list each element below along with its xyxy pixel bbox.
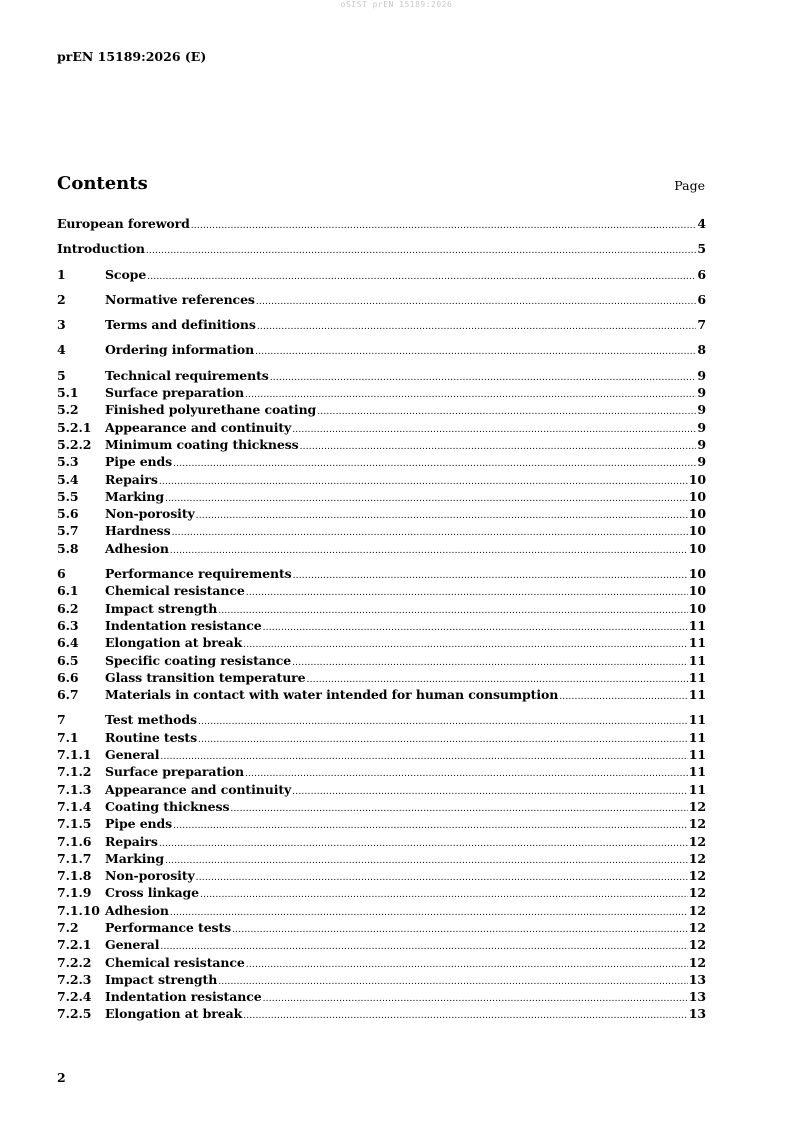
toc-entry-number: 6.3: [57, 617, 79, 633]
toc-entry[interactable]: [57, 747, 706, 764]
toc-entry-page: 12: [688, 902, 706, 918]
dot-leader: [170, 546, 688, 556]
toc-entry-page: 10: [688, 600, 706, 616]
dot-leader: [293, 571, 688, 581]
toc-entry-number: 6.7: [57, 687, 79, 703]
toc-entry-title[interactable]: Non-porosity: [105, 868, 195, 884]
toc-entry-page: 10: [688, 523, 706, 539]
dot-leader: [245, 769, 688, 779]
toc-entry-page: 12: [688, 954, 706, 970]
toc-entry-number: 5.7: [57, 523, 79, 539]
toc-entry-title[interactable]: Coating thickness: [105, 798, 230, 814]
dot-leader: [245, 390, 696, 400]
dot-leader: [292, 425, 696, 435]
toc-entry[interactable]: [57, 653, 706, 670]
toc-entry-number: 7: [57, 712, 66, 728]
toc-entry-title[interactable]: Repairs: [105, 833, 158, 849]
toc-entry-number: 4: [57, 342, 66, 358]
toc-entry-title[interactable]: Cross linkage: [105, 885, 200, 901]
toc-entry-page: 9: [697, 436, 706, 452]
toc-entry-title[interactable]: Appearance and continuity: [105, 781, 292, 797]
toc-entry-title[interactable]: Introduction: [57, 241, 145, 257]
toc-entry-title[interactable]: Indentation resistance: [105, 989, 262, 1005]
toc-entry-title[interactable]: General: [105, 937, 160, 953]
toc-entry[interactable]: [57, 368, 706, 385]
dot-leader: [165, 856, 688, 866]
toc-entry-title[interactable]: Adhesion: [105, 902, 169, 918]
toc-entry[interactable]: [57, 834, 706, 851]
toc-entry[interactable]: [57, 241, 706, 258]
toc-entry[interactable]: [57, 437, 706, 454]
toc-entry-page: 11: [688, 747, 706, 763]
table-of-contents: [57, 216, 706, 1024]
toc-entry[interactable]: [57, 670, 706, 687]
toc-entry-number: 5.4: [57, 471, 79, 487]
toc-entry-number: 2: [57, 291, 66, 307]
dot-leader: [165, 494, 688, 504]
dot-leader: [257, 322, 697, 332]
toc-entry-number: 7.1.8: [57, 868, 92, 884]
toc-entry-page: 12: [688, 937, 706, 953]
toc-entry-page: 9: [697, 454, 706, 470]
dot-leader: [292, 658, 688, 668]
toc-entry-page: 13: [688, 971, 706, 987]
toc-entry-number: 7.2.3: [57, 971, 92, 987]
toc-entry[interactable]: [57, 903, 706, 920]
toc-entry-title[interactable]: Non-porosity: [105, 506, 195, 522]
toc-entry-title[interactable]: Minimum coating thickness: [105, 436, 299, 452]
toc-entry-page: 10: [688, 471, 706, 487]
page-column-heading: Page: [674, 178, 705, 193]
toc-entry-title[interactable]: Indentation resistance: [105, 617, 262, 633]
dot-leader: [196, 873, 688, 883]
dot-leader: [198, 735, 688, 745]
toc-entry[interactable]: [57, 730, 706, 747]
toc-entry-number: 7.1.7: [57, 850, 92, 866]
toc-entry-page: 9: [697, 385, 706, 401]
toc-entry-title[interactable]: Scope: [105, 266, 147, 282]
dot-leader: [159, 839, 688, 849]
toc-entry-page: 11: [688, 617, 706, 633]
toc-entry-page: 10: [688, 506, 706, 522]
toc-entry-number: 5.1: [57, 385, 79, 401]
toc-entry[interactable]: [57, 816, 706, 833]
toc-entry[interactable]: [57, 489, 706, 506]
dot-leader: [270, 373, 697, 383]
dot-leader: [160, 752, 687, 762]
toc-entry-number: 7.2.2: [57, 954, 92, 970]
watermark: oSIST prEN 15189:2026: [340, 0, 453, 9]
dot-leader: [255, 347, 696, 357]
toc-entry[interactable]: [57, 764, 706, 781]
toc-entry-title[interactable]: Elongation at break: [105, 1006, 243, 1022]
toc-entry-page: 9: [697, 419, 706, 435]
toc-entry-number: 7.1.3: [57, 781, 92, 797]
toc-entry-title[interactable]: Marking: [105, 488, 165, 504]
toc-entry[interactable]: [57, 402, 706, 419]
toc-entry[interactable]: [57, 618, 706, 635]
toc-entry[interactable]: [57, 472, 706, 489]
toc-entry-number: 5.6: [57, 506, 79, 522]
dot-leader: [146, 246, 697, 256]
toc-entry[interactable]: [57, 454, 706, 471]
toc-entry-number: 5.3: [57, 454, 79, 470]
dot-leader: [246, 960, 688, 970]
dot-leader: [173, 459, 696, 469]
dot-leader: [200, 890, 688, 900]
toc-entry-number: 6.4: [57, 635, 79, 651]
toc-entry-page: 12: [688, 850, 706, 866]
dot-leader: [191, 221, 697, 231]
toc-entry-title[interactable]: Impact strength: [105, 600, 218, 616]
toc-entry-number: 7.2.5: [57, 1006, 92, 1022]
toc-entry-page: 9: [697, 367, 706, 383]
dot-leader: [292, 787, 688, 797]
document-id-header: prEN 15189:2026 (E): [57, 49, 207, 64]
toc-entry-page: 4: [697, 216, 706, 231]
toc-entry-title[interactable]: Elongation at break: [105, 635, 243, 651]
toc-entry[interactable]: [57, 583, 706, 600]
toc-entry-title[interactable]: Finished polyurethane coating: [105, 402, 317, 418]
toc-entry-number: 5.2.2: [57, 436, 92, 452]
toc-entry[interactable]: [57, 885, 706, 902]
toc-entry[interactable]: [57, 292, 706, 309]
toc-entry-title[interactable]: Normative references: [105, 291, 255, 307]
toc-entry[interactable]: [57, 601, 706, 618]
toc-entry-number: 6: [57, 566, 66, 582]
toc-entry-title[interactable]: Materials in contact with water intended for human consumption: [105, 687, 559, 703]
toc-entry-number: 1: [57, 266, 66, 282]
toc-entry-title[interactable]: Chemical resistance: [105, 954, 245, 970]
toc-entry-number: 3: [57, 317, 66, 333]
toc-entry[interactable]: [57, 317, 706, 334]
toc-entry-page: 8: [697, 342, 706, 358]
dot-leader: [263, 994, 688, 1004]
toc-entry-number: 7.1.4: [57, 798, 92, 814]
toc-entry-page: 11: [688, 729, 706, 745]
toc-entry-page: 11: [688, 652, 706, 668]
toc-entry-number: 7.2: [57, 919, 79, 935]
toc-entry-title[interactable]: Repairs: [105, 471, 158, 487]
toc-entry-title[interactable]: Surface preparation: [105, 385, 244, 401]
page-number: 2: [57, 1070, 66, 1085]
dot-leader: [218, 606, 688, 616]
toc-entry[interactable]: [57, 782, 706, 799]
toc-entry-page: 12: [688, 868, 706, 884]
toc-entry-number: 5.2.1: [57, 419, 92, 435]
dot-leader: [559, 692, 688, 702]
contents-title: Contents: [57, 173, 148, 194]
toc-entry-title[interactable]: Impact strength: [105, 971, 218, 987]
toc-entry-page: 12: [688, 919, 706, 935]
toc-entry-title[interactable]: Appearance and continuity: [105, 419, 292, 435]
dot-leader: [172, 528, 688, 538]
toc-entry-number: 6.1: [57, 583, 79, 599]
toc-entry[interactable]: [57, 506, 706, 523]
toc-entry-page: 11: [688, 669, 706, 685]
toc-entry-number: 7.2.1: [57, 937, 92, 953]
toc-entry-title[interactable]: Glass transition temperature: [105, 669, 306, 685]
toc-entry-page: 10: [688, 566, 706, 582]
toc-entry-page: 6: [697, 266, 706, 282]
toc-entry-number: 7.1: [57, 729, 79, 745]
toc-entry[interactable]: [57, 566, 706, 583]
dot-leader: [317, 407, 696, 417]
toc-entry[interactable]: [57, 955, 706, 972]
toc-entry-page: 12: [688, 885, 706, 901]
toc-entry-number: 5.8: [57, 540, 79, 556]
toc-entry-title[interactable]: General: [105, 747, 160, 763]
toc-entry[interactable]: [57, 972, 706, 989]
toc-entry-number: 5: [57, 367, 66, 383]
toc-entry[interactable]: [57, 868, 706, 885]
toc-entry-number: 6.5: [57, 652, 79, 668]
toc-entry-title[interactable]: Hardness: [105, 523, 171, 539]
toc-entry-title[interactable]: Test methods: [105, 712, 197, 728]
toc-entry-number: 7.1.10: [57, 902, 100, 918]
toc-entry[interactable]: [57, 1006, 706, 1023]
toc-entry-number: 7.1.6: [57, 833, 92, 849]
toc-entry-page: 6: [697, 291, 706, 307]
dot-leader: [147, 272, 696, 282]
toc-entry[interactable]: [57, 937, 706, 954]
toc-entry[interactable]: [57, 342, 706, 359]
toc-entry[interactable]: [57, 687, 706, 704]
dot-leader: [159, 477, 688, 487]
toc-entry-page: 11: [688, 687, 706, 703]
toc-entry[interactable]: [57, 385, 706, 402]
toc-entry-number: 7.1.5: [57, 816, 92, 832]
toc-entry-title[interactable]: Performance requirements: [105, 566, 292, 582]
toc-entry-title[interactable]: Adhesion: [105, 540, 169, 556]
dot-leader: [170, 908, 688, 918]
dot-leader: [232, 925, 688, 935]
toc-entry-page: 11: [688, 635, 706, 651]
toc-entry-number: 6.6: [57, 669, 79, 685]
toc-entry[interactable]: [57, 635, 706, 652]
toc-entry-page: 9: [697, 402, 706, 418]
toc-entry-title[interactable]: Ordering information: [105, 342, 255, 358]
toc-entry[interactable]: [57, 799, 706, 816]
dot-leader: [160, 942, 687, 952]
toc-entry-number: 5.5: [57, 488, 79, 504]
dot-leader: [256, 297, 697, 307]
toc-entry-title[interactable]: European foreword: [57, 216, 190, 231]
toc-entry[interactable]: [57, 920, 706, 937]
dot-leader: [196, 511, 688, 521]
toc-entry-page: 11: [688, 781, 706, 797]
toc-entry-page: 11: [688, 712, 706, 728]
toc-entry-number: 6.2: [57, 600, 79, 616]
toc-entry-page: 5: [697, 241, 706, 257]
toc-entry-number: 7.1.2: [57, 764, 92, 780]
toc-entry[interactable]: [57, 216, 706, 233]
toc-entry[interactable]: [57, 523, 706, 540]
toc-entry-title[interactable]: Surface preparation: [105, 764, 244, 780]
toc-entry[interactable]: [57, 541, 706, 558]
toc-entry-title[interactable]: Pipe ends: [105, 816, 173, 832]
toc-entry[interactable]: [57, 267, 706, 284]
toc-entry-number: 7.2.4: [57, 989, 92, 1005]
toc-entry-title[interactable]: Routine tests: [105, 729, 198, 745]
dot-leader: [243, 640, 688, 650]
toc-entry[interactable]: [57, 851, 706, 868]
dot-leader: [307, 675, 688, 685]
dot-leader: [198, 717, 688, 727]
dot-leader: [218, 977, 688, 987]
toc-entry-title[interactable]: Performance tests: [105, 919, 232, 935]
toc-entry[interactable]: [57, 989, 706, 1006]
toc-entry-page: 12: [688, 798, 706, 814]
toc-entry-title[interactable]: Chemical resistance: [105, 583, 245, 599]
toc-entry-page: 13: [688, 1006, 706, 1022]
dot-leader: [263, 623, 688, 633]
toc-entry-page: 10: [688, 583, 706, 599]
dot-leader: [173, 821, 688, 831]
dot-leader: [230, 804, 687, 814]
toc-entry-title[interactable]: Marking: [105, 850, 165, 866]
toc-entry-title[interactable]: Terms and definitions: [105, 317, 256, 333]
toc-entry-page: 10: [688, 488, 706, 504]
toc-entry-page: 10: [688, 540, 706, 556]
toc-entry-page: 13: [688, 989, 706, 1005]
toc-entry[interactable]: [57, 712, 706, 729]
toc-entry-title[interactable]: Technical requirements: [105, 367, 269, 383]
toc-entry-number: 5.2: [57, 402, 79, 418]
toc-entry-title[interactable]: Pipe ends: [105, 454, 173, 470]
dot-leader: [246, 588, 688, 598]
toc-entry-page: 11: [688, 764, 706, 780]
toc-entry-number: 7.1.1: [57, 747, 92, 763]
dot-leader: [300, 442, 697, 452]
toc-entry-number: 7.1.9: [57, 885, 92, 901]
toc-entry[interactable]: [57, 420, 706, 437]
dot-leader: [243, 1011, 688, 1021]
toc-entry-page: 7: [697, 317, 706, 333]
toc-entry-page: 12: [688, 816, 706, 832]
toc-entry-page: 12: [688, 833, 706, 849]
toc-entry-title[interactable]: Specific coating resistance: [105, 652, 292, 668]
